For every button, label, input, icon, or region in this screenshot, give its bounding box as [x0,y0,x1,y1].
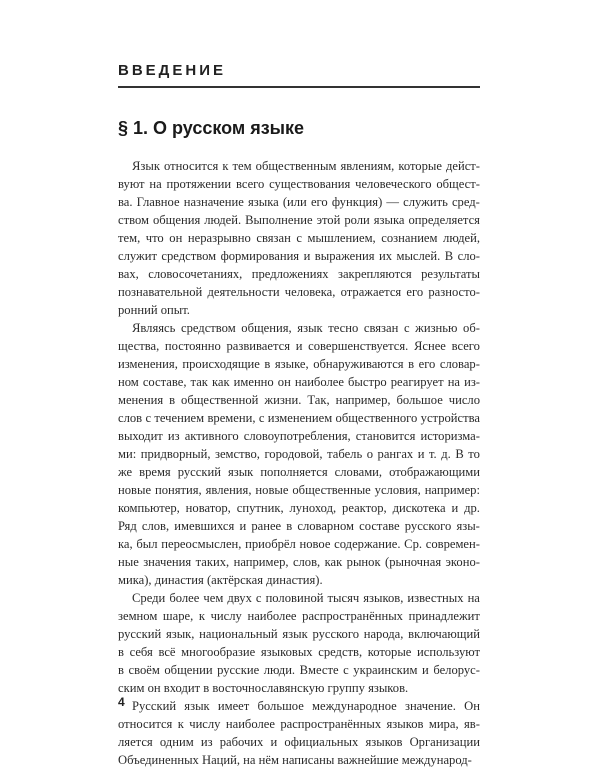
text-line: тем, что он неразрывно связан с мышлением, сознанием людей, [118,231,480,245]
text-line: Русский язык имеет большое международное значение. Он [132,699,480,713]
text-line: компьютер, новатор, спутник, луноход, реактор, дискотека и др. [118,501,480,515]
text-line: русский язык, национальный язык русского народа, включающий [118,627,480,641]
text-line: ством общения людей. Выполнение этой роли языка определяется [118,213,480,227]
text-line: в своём общении русские люди. Вместе с украинским и белорус- [118,663,480,677]
text-line: Ряд слов, имевшихся и ранее в словарном составе русского язы- [118,519,480,533]
text-line: Среди более чем двух с половиной тысяч языков, известных на [132,591,480,605]
text-line: ные значения таких, например, слов, как рынок (рыночная эконо- [118,555,480,569]
text-line: Являясь средством общения, язык тесно связан с жизнью об- [132,321,480,335]
text-line: Язык относится к тем общественным явлениям, которые дейст- [132,159,480,173]
text-line: ляется одним из рабочих и официальных языков Организации [118,735,480,749]
text-line: вуют на протяжении всего существования человеческого общест- [118,177,480,191]
page-number: 4 [118,695,125,709]
body-text [118,157,480,769]
text-line: ка, был переосмыслен, приобрёл новое содержание. Ср. современ- [118,537,480,551]
text-line: ронний опыт. [118,303,190,317]
text-line: слов с течением времени, с изменением общественного устройства [118,411,480,425]
text-line: ва. Главное назначение языка (или его функция) — служить сред- [118,195,480,209]
text-line: Объединенных Наций, на нём написаны важнейшие международ- [118,753,472,767]
text-line: относится к числу наиболее распространённых языков мира, яв- [118,717,480,731]
text-line: выходит из активного словоупотребления, становится историзма- [118,429,480,443]
text-line: земном шаре, к числу наиболее распространённых принадлежит [118,609,480,623]
text-line: щества, постоянно развивается и совершенствуется. Яснее всего [118,339,480,353]
text-line: ми: придворный, земство, городовой, табель о рангах и т. д. В то [118,447,480,461]
text-line: же время русский язык пополняется словами, отображающими [118,465,480,479]
text-line: ном составе, так как именно он наиболее быстро реагирует на из- [118,375,480,389]
text-line: изменения, происходящие в языке, обнаруживаются в его словар- [118,357,480,371]
text-line: в себя всё многообразие языковых средств, которые используют [118,645,480,659]
section-title: § 1. О русском языке [118,118,305,138]
chapter-heading: ВВЕДЕНИЕ [118,62,226,79]
text-line: новые понятия, явления, новые общественные условия, например: [118,483,480,497]
text-line: мика), династия (актёрская династия). [118,573,323,587]
text-line: познавательной деятельности человека, отражается его разносто- [118,285,480,299]
heading-rule [118,86,480,88]
text-line: вах, словосочетаниях, предложениях закрепляются результаты [118,267,480,281]
text-line: ским он входит в восточнославянскую группу языков. [118,681,409,695]
text-line: менения в общественной жизни. Так, например, большое число [118,393,480,407]
text-line: служит средством формирования и выражения их мыслей. В сло- [118,249,480,263]
